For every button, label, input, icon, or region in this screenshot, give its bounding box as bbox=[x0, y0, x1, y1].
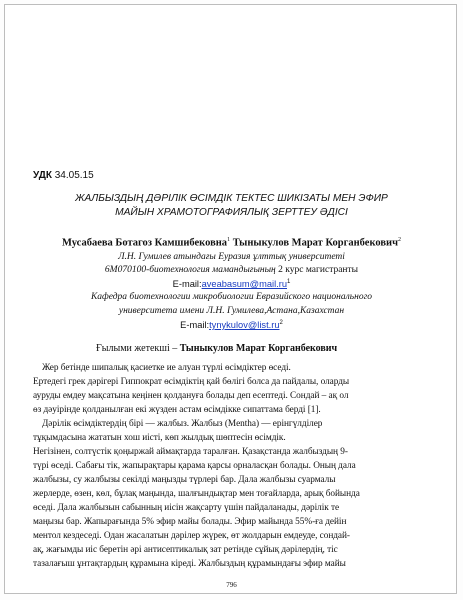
affiliation-1-specialty: 6М070100-биотехнология мамандығының bbox=[104, 265, 276, 275]
email-link-1[interactable]: aveabasum@mail.ru bbox=[201, 279, 287, 290]
email-label-2: E-mail: bbox=[180, 320, 210, 331]
body-line-4: өз дәуірінде қолданылған екі жүзден астам өсімдікке сипаттама берді [1]. bbox=[33, 405, 321, 415]
affiliation-2-email-line bbox=[0, 320, 463, 330]
affiliation-1-line-1: Л.Н. Гумилев атындағы Еуразия ұлттық университеті bbox=[118, 252, 345, 262]
page-number: 796 bbox=[226, 581, 237, 589]
body-line-8: түрі өседі. Сабағы тік, жапырақтары қарама қарсы орналасқан болады. Оның дала bbox=[33, 461, 356, 471]
paper-title-line-1: ЖАЛБЫЗДЫҢ ДӘРІЛІК ӨСІМДІК ТЕКТЕС ШИКІЗАТЫ МЕН ЭФИР bbox=[75, 193, 388, 204]
udk-code: 34.05.15 bbox=[54, 170, 94, 181]
affiliation-1-line-2 bbox=[0, 265, 463, 275]
email-1-sup: 1 bbox=[287, 279, 291, 285]
supervisor-line bbox=[96, 343, 337, 354]
affiliation-2-line-2: университета имени Л.Н. Гумилева,Астана,Казахстан bbox=[118, 306, 345, 316]
supervisor-name: Тыныкулов Марат Корганбекович bbox=[179, 343, 338, 354]
udk-label: УДК bbox=[33, 170, 52, 181]
body-line-9: жалбызы, су жалбызы секілді маңызды түрлері бар. Дала жалбызы суармалы bbox=[33, 475, 336, 485]
body-line-14: ақ, жағымды иіс беретін әрі антисептикалық зат ретінде сұйық дәрілердің, тіс bbox=[33, 545, 338, 555]
email-label-1: E-mail: bbox=[172, 279, 202, 290]
body-line-12: маңызы бар. Жапырағында 5% эфир майы болады. Эфир майында 55%-ға дейін bbox=[33, 517, 347, 527]
body-line-13: ментол кездеседі. Одан жасалатын дәрілер жүрек, өт жолдарын емдеуде, сондай- bbox=[33, 531, 350, 541]
authors-line bbox=[0, 237, 463, 249]
supervisor-label: Ғылыми жетекші – bbox=[96, 343, 178, 354]
author-2: Тыныкулов Марат Корганбекович bbox=[232, 237, 399, 249]
body-line-6: тұқымдасына жататын хош иісті, көп жылдық шөптесін өсімдік. bbox=[33, 433, 286, 443]
body-line-3: ауруды емдеу мақсатына кеңінен қолдануға болады деп есептеді. Сондай – ақ ол bbox=[33, 391, 349, 401]
body-line-2: Ертедегі грек дәрігері Гиппократ өсімдіктің қай бөлігі болса да пайдалы, оларды bbox=[33, 377, 350, 387]
body-line-15: тазалағыш ұнтақтардың құрамына кіреді. Жалбыздың құрамындағы эфир майы bbox=[33, 559, 346, 569]
author-1: Мусабаева Ботагоз Камшибековна bbox=[61, 237, 228, 249]
body-line-1: Жер бетінде шипалық қасиетке ие алуан түрлі өсімдіктер өседі. bbox=[42, 363, 291, 373]
email-2-sup: 2 bbox=[279, 320, 283, 326]
body-line-10: жерлерде, өзен, көл, бұлақ маңында, шалғындықтар мен тоғайларда, арық бойында bbox=[33, 489, 360, 499]
body-line-7: Негізінен, солтүстік қоңыржай аймақтарда таралған. Қазақстанда жалбыздың 9- bbox=[33, 447, 348, 457]
affiliation-1-email-line bbox=[0, 279, 463, 289]
udk-line bbox=[33, 170, 94, 181]
email-link-2[interactable]: tynykulov@list.ru bbox=[209, 320, 280, 331]
paper-title-line-2: МАЙЫН ХРАМОТОГРАФИЯЛЫҚ ЗЕРТТЕУ ӘДІСІ bbox=[115, 207, 348, 218]
body-line-11: өседі. Дала жалбызын сабынның иісін жақсарту үшін пайдаланады, дәрілік те bbox=[33, 503, 340, 513]
author-2-sup: 2 bbox=[398, 237, 402, 243]
affiliation-2-line-1: Кафедра биотехнологии микробиологии Евразийского национального bbox=[90, 292, 373, 302]
affiliation-1-course: 2 курс магистранты bbox=[278, 265, 359, 275]
author-1-sup: 1 bbox=[227, 237, 231, 243]
body-line-5: Дәрілік өсімдіктердің бірі — жалбыз. Жалбыз (Mentha) — ерінгүлділер bbox=[42, 419, 323, 429]
